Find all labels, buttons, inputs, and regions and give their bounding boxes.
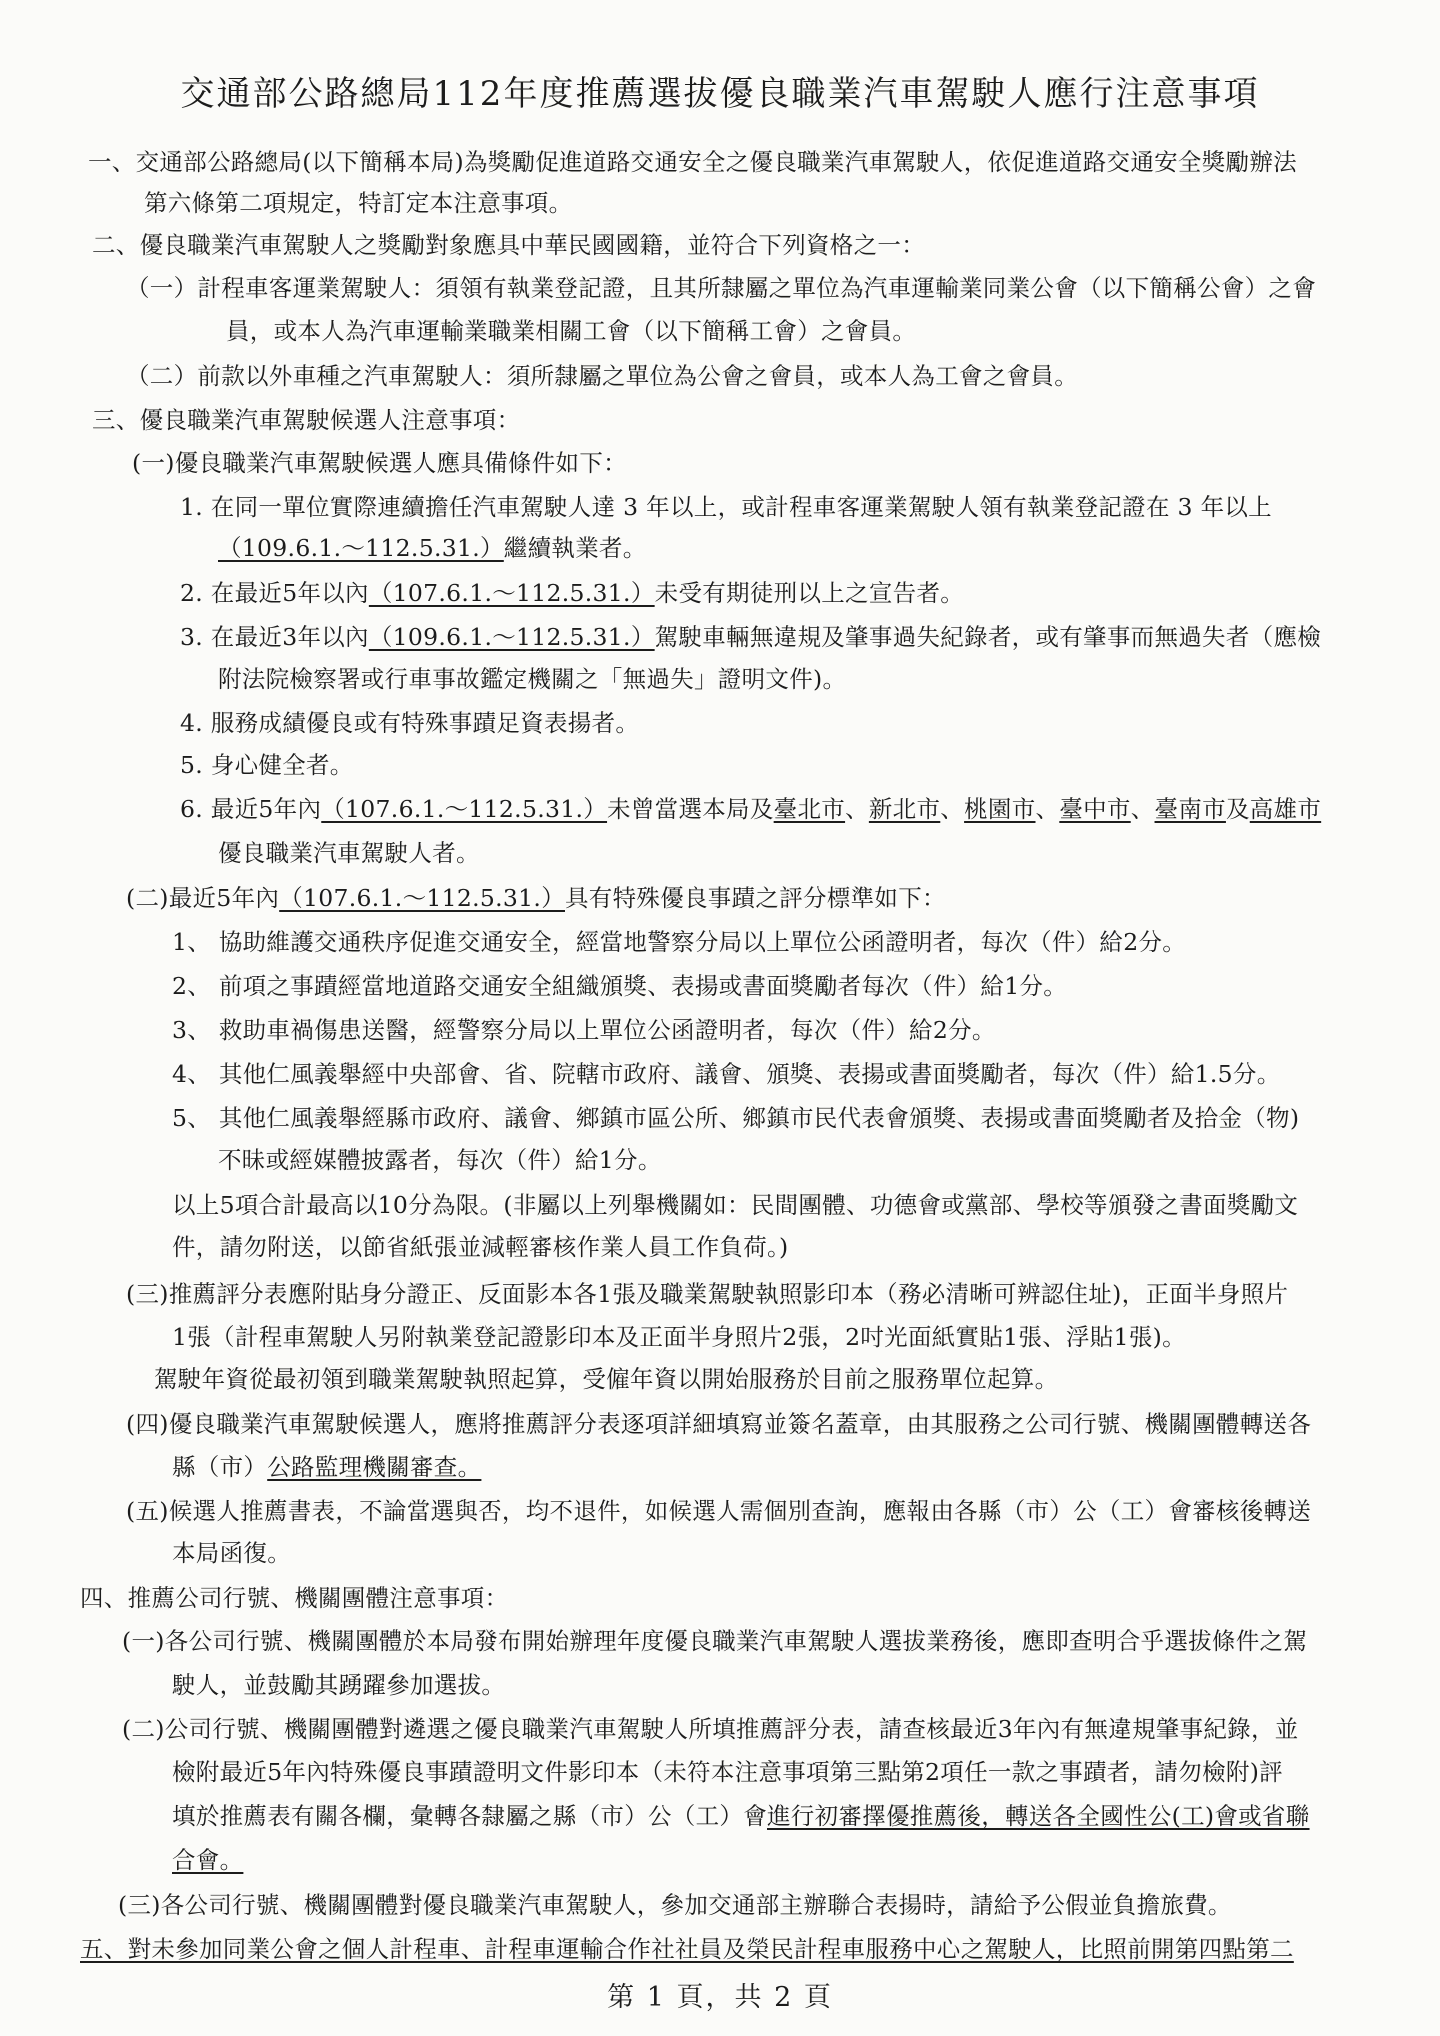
sec3-d-line2: 縣（市）公路監理機關審查。 (172, 1453, 482, 1481)
sec1-line1: 一、交通部公路總局(以下簡稱本局)為獎勵促進道路交通安全之優良職業汽車駕駛人，依促進道路交通安全獎勵辦法 (88, 148, 1297, 176)
sec3-heading: 三、優良職業汽車駕駛候選人注意事項： (92, 406, 521, 434)
sec3-b5-line2: 不昧或經媒體披露者，每次（件）給1分。 (218, 1146, 662, 1174)
date-range: （107.6.1.～112.5.31.） (279, 884, 565, 912)
sec4-c: (三)各公司行號、機關團體對優良職業汽車駕駛人，參加交通部主辦聯合表揚時，請給予公假並負擔旅費。 (118, 1891, 1232, 1919)
sec5-line1: 五、對未參加同業公會之個人計程車、計程車運輸合作社社員及榮民計程車服務中心之駕駛人，比照前開第四點第二 (80, 1935, 1294, 1963)
sec3-a4: 4. 服務成績優良或有特殊事蹟足資表揚者。 (180, 709, 640, 737)
sec3-d-line1: (四)優良職業汽車駕駛候選人，應將推薦評分表逐項詳細填寫並簽名蓋章，由其服務之公司行號、機關團體轉送各 (126, 1410, 1312, 1438)
sec3-b-note-line1: 以上5項合計最高以10分為限。(非屬以上列舉機關如：民間團體、功德會或黨部、學校等頒發之書面獎勵文 (172, 1191, 1299, 1219)
sec3-b-heading: (二)最近5年內（107.6.1.～112.5.31.）具有特殊優良事蹟之評分標準如下： (126, 884, 946, 912)
sec2-item2: （二）前款以外車種之汽車駕駛人：須所隸屬之單位為公會之會員，或本人為工會之會員。 (126, 362, 1078, 390)
sec4-a-line1: (一)各公司行號、機關團體於本局發布開始辦理年度優良職業汽車駕駛人選拔業務後，應即查明合乎選拔條件之駕 (122, 1627, 1308, 1655)
sec3-a3-line2: 附法院檢察署或行車事故鑑定機關之「無過失」證明文件)。 (218, 665, 847, 693)
sec4-b-line1: (二)公司行號、機關團體對遴選之優良職業汽車駕駛人所填推薦評分表，請查核最近3年內有無違規肇事紀錄，並 (122, 1715, 1299, 1743)
sec3-b1: 1、 協助維護交通秩序促進交通安全，經當地警察分局以上單位公函證明者，每次（件）給2分。 (172, 928, 1187, 956)
sec3-b-note-line2: 件，請勿附送，以節省紙張並減輕審核作業人員工作負荷。) (172, 1233, 789, 1261)
date-range: （107.6.1.～112.5.31.） (368, 579, 655, 607)
sec3-a5: 5. 身心健全者。 (180, 751, 354, 779)
sec3-b5-line1: 5、 其他仁風義舉經縣市政府、議會、鄉鎮市區公所、鄉鎮市民代表會頒獎、表揚或書面獎勵者及拾金（物) (172, 1104, 1300, 1132)
page-number: 第 1 頁，共 2 頁 (607, 1982, 833, 2013)
sec2-heading: 二、優良職業汽車駕駛人之獎勵對象應具中華民國國籍，並符合下列資格之一： (92, 231, 925, 259)
sec3-a6-line2: 優良職業汽車駕駛人者。 (218, 839, 480, 867)
sec4-b-line2: 檢附最近5年內特殊優良事蹟證明文件影印本（未符本注意事項第三點第2項任一款之事蹟者，請勿檢附)評 (172, 1758, 1283, 1786)
sec3-b4: 4、 其他仁風義舉經中央部會、省、院轄市政府、議會、頒獎、表揚或書面獎勵者，每次（件）給1.5分。 (172, 1060, 1281, 1088)
sec3-c-line3: 駕駛年資從最初領到職業駕駛執照起算，受僱年資以開始服務於目前之服務單位起算。 (154, 1365, 1059, 1393)
sec3-a1-line2: （109.6.1.～112.5.31.）繼續執業者。 (218, 534, 647, 562)
sec4-b-line4: 合會。 (172, 1846, 244, 1874)
document-title: 交通部公路總局112年度推薦選拔優良職業汽車駕駛人應行注意事項 (180, 74, 1260, 114)
sec3-c-line2: 1張（計程車駕駛人另附執業登記證影印本及正面半身照片2張，2吋光面紙實貼1張、浮貼1張)。 (172, 1323, 1186, 1351)
sec3-a-heading: (一)優良職業汽車駕駛候選人應具備條件如下： (132, 449, 627, 477)
sec3-b2: 2、 前項之事蹟經當地道路交通安全組織頒獎、表揚或書面獎勵者每次（件）給1分。 (172, 972, 1068, 1000)
date-range: （107.6.1.～112.5.31.） (321, 795, 608, 823)
sec4-heading: 四、推薦公司行號、機關團體注意事項： (80, 1584, 509, 1612)
sec1-line2: 第六條第二項規定，特訂定本注意事項。 (144, 189, 573, 217)
sec2-item1-line1: （一）計程車客運業駕駛人：須領有執業登記證，且其所隸屬之單位為汽車運輸業同業公會（以下簡稱公會）之會 (126, 274, 1316, 302)
sec3-c-line1: (三)推薦評分表應附貼身分證正、反面影本各1張及職業駕駛執照影印本（務必清晰可辨認住址)，正面半身照片 (126, 1280, 1289, 1308)
sec2-item1-line2: 員，或本人為汽車運輸業職業相關工會（以下簡稱工會）之會員。 (226, 317, 917, 345)
sec3-a2: 2. 在最近5年以內（107.6.1.～112.5.31.）未受有期徒刑以上之宣告者。 (180, 579, 965, 607)
sec3-e-line2: 本局函復。 (172, 1539, 291, 1567)
sec3-a6-line1: 6. 最近5年內（107.6.1.～112.5.31.）未曾當選本局及臺北市、新北市、桃園市、臺中市、臺南市及高雄市 (180, 795, 1322, 823)
sec3-b3: 3、 救助車禍傷患送醫，經警察分局以上單位公函證明者，每次（件）給2分。 (172, 1016, 996, 1044)
date-range: （109.6.1.～112.5.31.） (368, 623, 655, 651)
sec3-e-line1: (五)候選人推薦書表，不論當選與否，均不退件，如候選人需個別查詢，應報由各縣（市）公（工）會審核後轉送 (126, 1497, 1312, 1525)
sec4-b-line3: 填於推薦表有關各欄，彙轉各隸屬之縣（市）公（工）會進行初審擇優推薦後，轉送各全國性公(工)會或省聯 (172, 1802, 1310, 1830)
sec4-a-line2: 駛人，並鼓勵其踴躍參加選拔。 (172, 1671, 506, 1699)
sec3-a1-line1: 1. 在同一單位實際連續擔任汽車駕駛人達 3 年以上，或計程車客運業駕駛人領有執業登記證在 3 年以上 (180, 493, 1272, 521)
date-range: （109.6.1.～112.5.31.） (218, 534, 504, 562)
sec3-a3-line1: 3. 在最近3年以內（109.6.1.～112.5.31.）駕駛車輛無違規及肇事過失紀錄者，或有肇事而無過失者（應檢 (180, 623, 1322, 651)
